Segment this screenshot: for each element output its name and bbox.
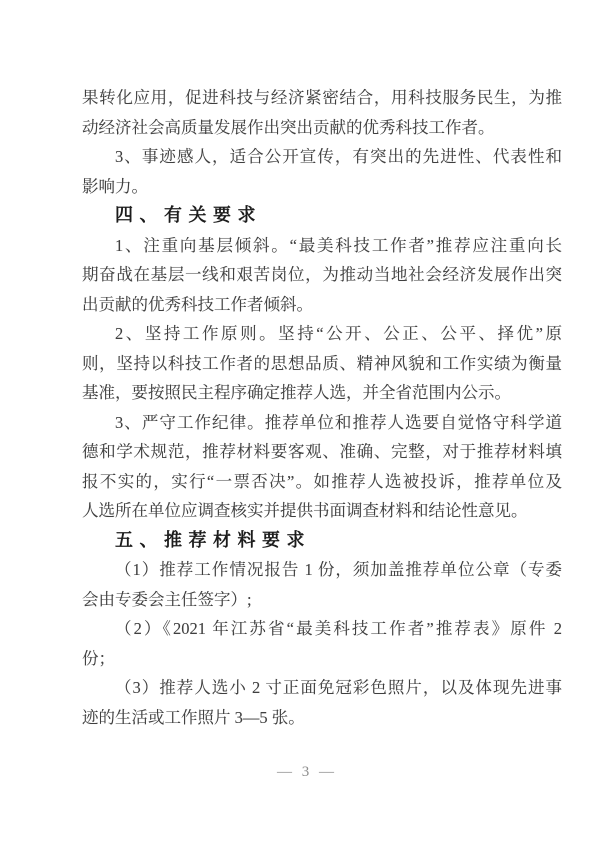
- text-line: 果转化应用，促进科技与经济紧密结合，用科技服务民生，为推: [82, 88, 562, 107]
- text-line: （2）《2021 年江苏省“最美科技工作者”推荐表》原件 2: [115, 619, 562, 638]
- text-line: 3、事迹感人，适合公开宣传，有突出的先进性、代表性和: [115, 147, 562, 166]
- paragraph: [82, 673, 562, 732]
- text-line: 份；: [82, 648, 115, 668]
- text-line: （3）推荐人选小 2 寸正面免冠彩色照片，以及体现先进事: [115, 678, 562, 697]
- text-line: 动经济社会高质量发展作出突出贡献的优秀科技工作者。: [82, 117, 495, 137]
- paragraph: [82, 319, 562, 408]
- section-heading: [82, 526, 562, 556]
- paragraph: [82, 142, 562, 201]
- page-number: — 3 —: [277, 764, 337, 780]
- text-line: 会由专委会主任签字）;: [82, 589, 252, 609]
- paragraph: [82, 408, 562, 526]
- text-line: 基准，要按照民主程序确定推荐人选，并全省范围内公示。: [82, 383, 511, 402]
- text-line: 1、注重向基层倾斜。“最美科技工作者”推荐应注重向长: [115, 235, 562, 255]
- text-line: 3、严守工作纪律。推荐单位和推荐人选要自觉恪守科学道: [115, 412, 562, 432]
- text-line: 影响力。: [82, 176, 148, 196]
- text-line: 出贡献的优秀科技工作者倾斜。: [82, 294, 313, 314]
- text-line: （1）推荐工作情况报告 1 份，须加盖推荐单位公章（专委: [115, 560, 562, 579]
- text-line: 德和学术规范，推荐材料要客观、准确、完整，对于推荐材料填: [82, 442, 562, 461]
- paragraph: [82, 614, 562, 673]
- text-line: 人选所在单位应调查核实并提供书面调查材料和结论性意见。: [82, 501, 528, 520]
- paragraph: [82, 83, 562, 142]
- text-line: 2、坚持工作原则。坚持“公开、公正、公平、择优”原: [115, 324, 562, 343]
- text-line: 迹的生活或工作照片 3—5 张。: [82, 707, 305, 727]
- text-line: 四、有关要求: [115, 205, 262, 225]
- section-heading: [82, 201, 562, 231]
- text-line: 五、推荐材料要求: [115, 529, 311, 550]
- paragraph: [82, 231, 562, 320]
- text-line: 期奋战在基层一线和艰苦岗位，为推动当地社会经济发展作出突: [82, 265, 562, 284]
- text-line: 报不实的，实行“一票否决”。如推荐人选被投诉，推荐单位及: [82, 471, 562, 491]
- paragraph: [82, 555, 562, 614]
- document-body: [82, 83, 562, 732]
- text-line: 则，坚持以科技工作者的思想品质、精神风貌和工作实绩为衡量: [82, 353, 562, 373]
